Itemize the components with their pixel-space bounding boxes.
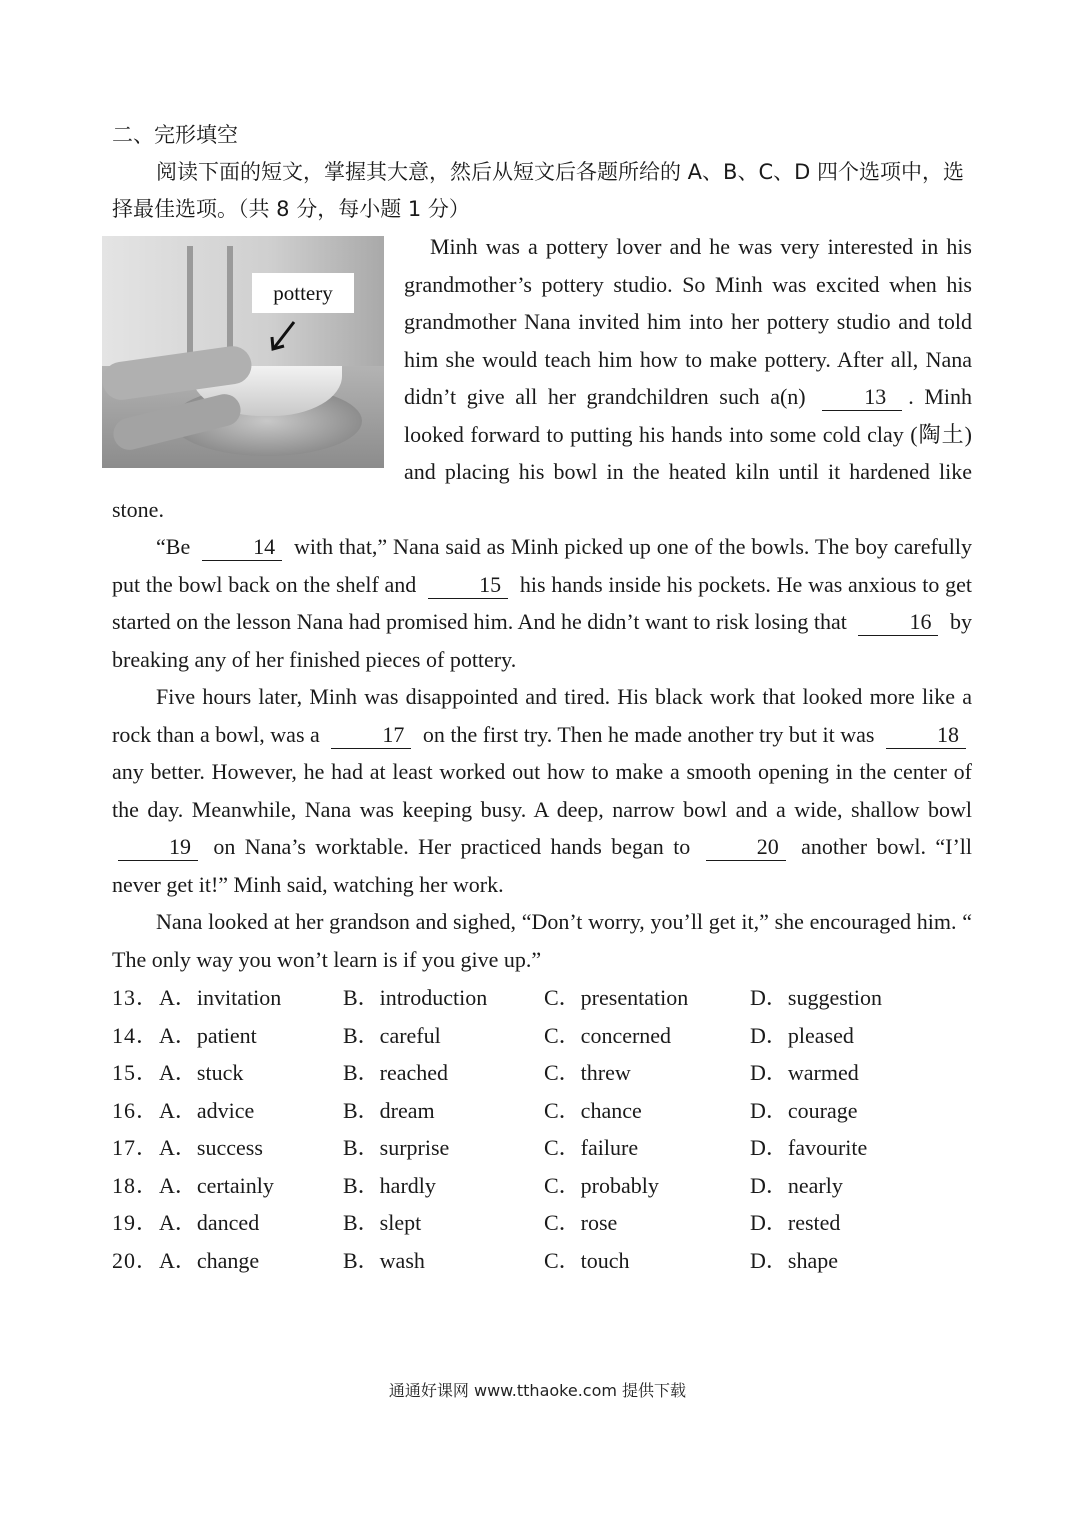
option-c: C．chance: [544, 1097, 642, 1123]
paragraph-3: Five hours later, Minh was disappointed and tired. His black work that looked more like a rock than a bowl, was a 17 on the first try. Then he made another try but it was 18 any better. However, he had at least worked out how to make a smooth opening in the center of the day. Meanwhile, Nana was keeping busy. A deep, narrow bowl and a wide, shallow bowl 19 on Nana’s worktable. Her practiced hands began to 20 another bowl. “I’ll never get it!” Minh said, watching her work.: [112, 684, 973, 897]
footer-text: 通通好课网 www.tthaoke.com 提供下载: [388, 1381, 687, 1400]
option-d: D．rested: [750, 1210, 841, 1236]
question-number: 20．: [112, 1247, 160, 1273]
question-row: [112, 1053, 882, 1091]
option-d: D．favourite: [750, 1135, 868, 1161]
option-b: B．wash: [343, 1247, 425, 1273]
option-d: D．shape: [750, 1247, 838, 1273]
option-b: B．reached: [343, 1060, 449, 1086]
option-a: A．danced: [159, 1210, 260, 1236]
options-table: [112, 978, 882, 1278]
instructions: 阅读下面的短文，掌握其大意，然后从短文后各题所给的 A、B、C、D 四个选项中，选择最佳选项。（共 8 分，每小题 1 分）: [112, 160, 964, 221]
option-d: D．nearly: [750, 1172, 843, 1198]
blank-17: 17: [331, 722, 411, 749]
question-number: 16．: [112, 1097, 160, 1123]
question-row: [112, 1016, 882, 1054]
page-content: [112, 120, 972, 1278]
blank-18: 18: [886, 722, 966, 749]
option-d: D．suggestion: [750, 985, 883, 1011]
paragraph-4: Nana looked at her grandson and sighed, “Don’t worry, you’ll get it,” she encouraged him. “ The only way you won’t learn is if you give up.”: [112, 909, 972, 972]
question-number: 14．: [112, 1022, 160, 1048]
blank-16: 16: [858, 609, 938, 636]
option-a: A．invitation: [159, 985, 282, 1011]
question-row: [112, 1128, 882, 1166]
option-c: C．touch: [544, 1247, 630, 1273]
question-number: 18．: [112, 1172, 160, 1198]
passage: [112, 228, 972, 978]
question-row: [112, 1166, 882, 1204]
paragraph-1: Minh was a pottery lover and he was very interested in his grandmother’s pottery studio. So Minh was excited when his grandmother Nana invited him into her pottery studio and told him she would teach him how to make pottery. After all, Nana didn’t give all her grandchildren such a(n) 13 . Minh looked forward to putting his hands into some cold clay (陶土) and placing his bowl in the heated kiln until it hardened like stone.: [112, 234, 973, 522]
option-b: B．surprise: [343, 1135, 450, 1161]
pottery-photo: [102, 236, 384, 468]
pottery-label: pottery: [252, 273, 354, 313]
option-a: A．advice: [159, 1097, 255, 1123]
option-d: D．pleased: [750, 1022, 854, 1048]
question-number: 17．: [112, 1135, 160, 1161]
question-number: 19．: [112, 1210, 160, 1236]
option-d: D．courage: [750, 1097, 858, 1123]
option-c: C．failure: [544, 1135, 639, 1161]
option-b: B．careful: [343, 1022, 441, 1048]
option-c: C．presentation: [544, 985, 689, 1011]
blank-20: 20: [706, 834, 786, 861]
option-b: B．hardly: [343, 1172, 436, 1198]
blank-14: 14: [202, 534, 282, 561]
question-row: [112, 1091, 882, 1129]
option-b: B．slept: [343, 1210, 422, 1236]
section-heading: 二、完形填空: [112, 123, 238, 147]
question-row: [112, 1241, 882, 1279]
option-b: B．dream: [343, 1097, 435, 1123]
option-c: C．rose: [544, 1210, 618, 1236]
paragraph-2: “Be 14 with that,” Nana said as Minh picked up one of the bowls. The boy carefully put the bowl back on the shelf and 15 his hands inside his pockets. He was anxious to get started on the lesson Nana had promised him. And he didn’t want to risk losing that 16 by breaking any of her finished pieces of pottery.: [112, 534, 973, 672]
option-d: D．warmed: [750, 1060, 859, 1086]
option-a: A．success: [159, 1135, 263, 1161]
option-c: C．concerned: [544, 1022, 672, 1048]
arrow-icon: [268, 320, 298, 352]
blank-13: 13: [822, 384, 902, 411]
option-b: B．introduction: [343, 985, 488, 1011]
option-c: C．probably: [544, 1172, 659, 1198]
option-a: A．patient: [159, 1022, 257, 1048]
blank-19: 19: [118, 834, 198, 861]
question-row: [112, 978, 882, 1016]
option-a: A．change: [159, 1247, 260, 1273]
option-a: A．certainly: [159, 1172, 274, 1198]
question-number: 15．: [112, 1060, 160, 1086]
blank-15: 15: [428, 572, 508, 599]
option-a: A．stuck: [159, 1060, 244, 1086]
question-row: [112, 1203, 882, 1241]
option-c: C．threw: [544, 1060, 631, 1086]
question-number: 13．: [112, 985, 160, 1011]
